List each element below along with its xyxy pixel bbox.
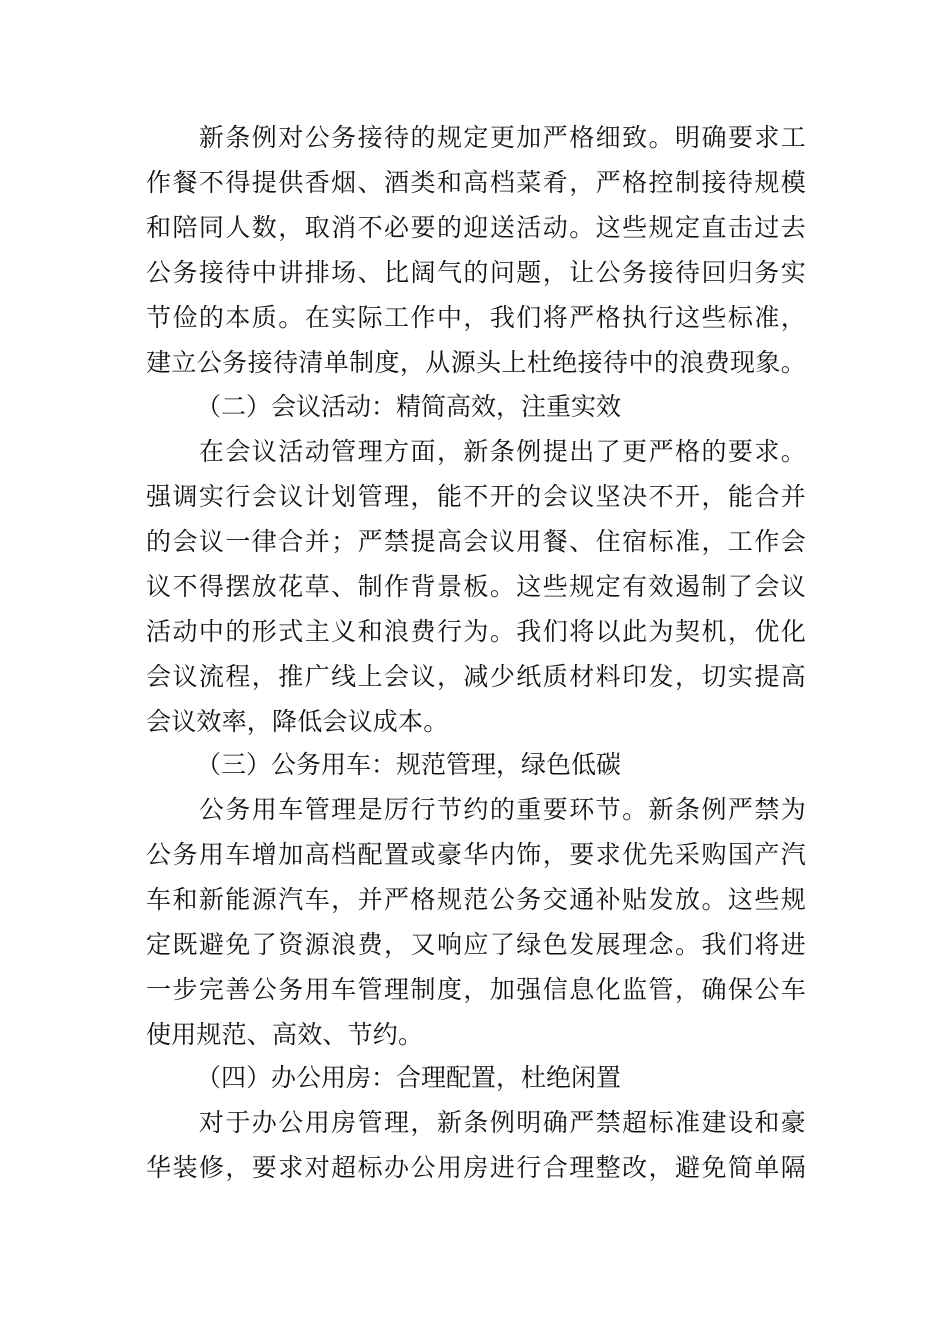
text-line: 新条例对公务接待的规定更加严格细致。明确要求工: [146, 123, 806, 152]
text-line: 建立公务接待清单制度，从源头上杜绝接待中的浪费现象。: [146, 348, 806, 377]
text-line: 节俭的本质。在实际工作中，我们将严格执行这些标准，: [146, 303, 806, 332]
text-line: 会议效率，降低会议成本。: [146, 707, 449, 736]
text-line: 会议流程，推广线上会议，减少纸质材料印发，切实提高: [146, 662, 806, 691]
text-line: 的会议一律合并；严禁提高会议用餐、住宿标准，工作会: [146, 527, 806, 556]
section-heading-vehicles: （三）公务用车：规范管理，绿色低碳: [196, 750, 622, 779]
text-line: 使用规范、高效、节约。: [146, 1020, 424, 1049]
section-heading-meetings: （二）会议活动：精简高效，注重实效: [196, 392, 622, 421]
text-line: 一步完善公务用车管理制度，加强信息化监管，确保公车: [146, 975, 806, 1004]
text-line: 和陪同人数，取消不必要的迎送活动。这些规定直击过去: [146, 213, 806, 242]
text-line: 车和新能源汽车，并严格规范公务交通补贴发放。这些规: [146, 885, 806, 914]
text-line: 作餐不得提供香烟、酒类和高档菜肴，严格控制接待规模: [146, 168, 806, 197]
text-line: 强调实行会议计划管理，能不开的会议坚决不开，能合并: [146, 482, 806, 511]
text-line: 定既避免了资源浪费，又响应了绿色发展理念。我们将进: [146, 930, 806, 959]
text-line: 华装修，要求对超标办公用房进行合理整改，避免简单隔: [146, 1153, 806, 1182]
text-line: 议不得摆放花草、制作背景板。这些规定有效遏制了会议: [146, 572, 806, 601]
text-line: 在会议活动管理方面，新条例提出了更严格的要求。: [146, 437, 806, 466]
text-line: 对于办公用房管理，新条例明确严禁超标准建设和豪: [146, 1108, 806, 1137]
text-line: 活动中的形式主义和浪费行为。我们将以此为契机，优化: [146, 617, 806, 646]
section-heading-offices: （四）办公用房：合理配置，杜绝闲置: [196, 1063, 622, 1092]
text-line: 公务用车管理是厉行节约的重要环节。新条例严禁为: [146, 795, 806, 824]
text-line: 公务接待中讲排场、比阔气的问题，让公务接待回归务实: [146, 258, 806, 287]
text-line: 公务用车增加高档配置或豪华内饰，要求优先采购国产汽: [146, 840, 806, 869]
